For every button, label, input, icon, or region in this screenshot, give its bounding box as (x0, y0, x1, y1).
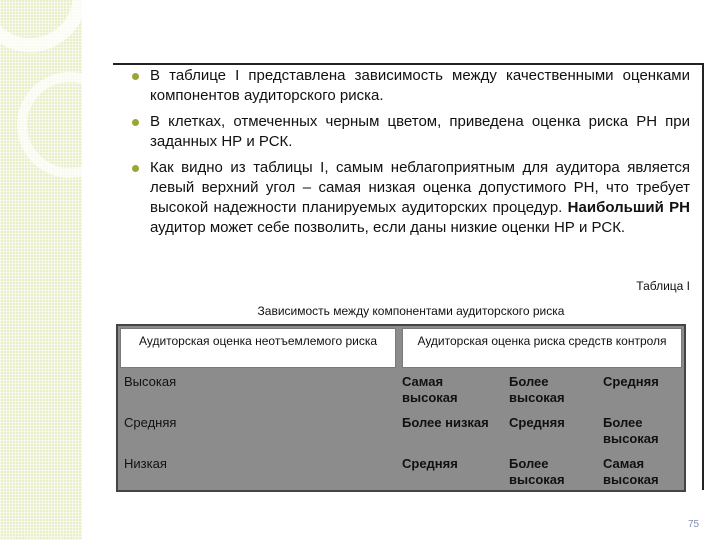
bullet-item (130, 158, 690, 238)
table-cell: Более низкая (402, 415, 498, 431)
table-row-label: Высокая (124, 374, 394, 390)
table-row-label: Средняя (124, 415, 394, 431)
table-label: Таблица I (636, 279, 690, 293)
table-cell: Более высокая (603, 415, 683, 447)
table-cell: Более высокая (509, 374, 595, 406)
bullet-list (130, 66, 690, 244)
risk-table (116, 324, 686, 492)
bullet-item (130, 66, 690, 106)
table-header-inherent-risk: Аудиторская оценка неотъемлемого риска (120, 328, 396, 368)
bullet-icon (132, 165, 139, 172)
bullet-text: В таблице I представлена зависимость между качественными оценками компонентов аудиторского риска. (150, 67, 690, 104)
table-cell: Самая высокая (603, 456, 683, 488)
bullet-item (130, 112, 690, 152)
page-number: 75 (688, 519, 700, 530)
table-cell: Средняя (402, 456, 498, 472)
bullet-icon (132, 119, 139, 126)
table-cell: Самая высокая (402, 374, 498, 406)
bullet-text: В клетках, отмеченных черным цветом, приведена оценка риска РН при заданных НР и РСК. (150, 113, 690, 150)
table-header-control-risk: Аудиторская оценка риска средств контроля (402, 328, 682, 368)
bullet-text: аудитор может себе позволить, если даны низкие оценки НР и РСК. (150, 219, 626, 236)
bullet-bold-text: Наибольший РН (567, 199, 690, 216)
bullet-text: Как видно из таблицы I, самым неблагоприятным для аудитора является левый верхний угол – самая низкая оценка допустимого РН, что требует высокой надежности планируемых аудиторских процедур. (150, 159, 690, 216)
table-title: Зависимость между компонентами аудиторского риска (257, 304, 565, 318)
table-cell: Средняя (603, 374, 683, 390)
table-row-label: Низкая (124, 456, 394, 472)
decorative-strip (0, 0, 82, 540)
bullet-icon (132, 73, 139, 80)
decorative-circles (0, 0, 82, 540)
table-cell: Средняя (509, 415, 595, 431)
table-cell: Более высокая (509, 456, 595, 488)
